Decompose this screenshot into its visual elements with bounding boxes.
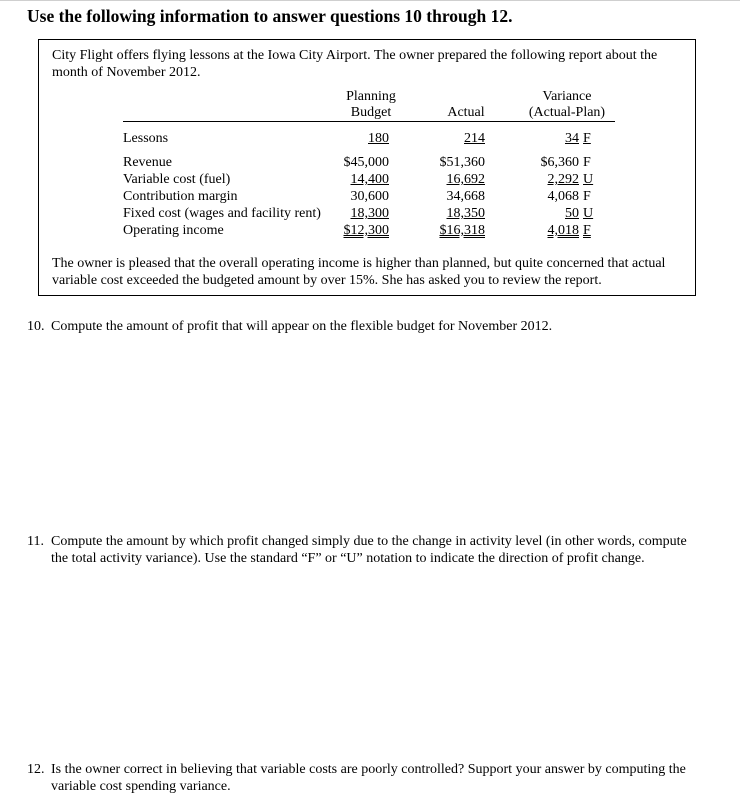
lessons-actual: 214 — [464, 131, 485, 146]
row-variance-revenue: $6,360 — [540, 155, 579, 170]
header-variance-line2: (Actual-Plan) — [528, 105, 606, 120]
lessons-variance: 34 — [565, 131, 579, 146]
row-flag-variable-cost: U — [583, 172, 594, 187]
row-actual-variable-cost: 16,692 — [446, 172, 485, 187]
lessons-budget: 180 — [368, 131, 389, 146]
row-variance-fixed-cost: 50 — [565, 206, 579, 221]
row-variance-contribution-margin: 4,068 — [547, 189, 579, 204]
case-box — [38, 39, 696, 296]
question-12-number: 12. — [27, 762, 45, 777]
page-top-border — [0, 0, 740, 1]
question-11-number: 11. — [27, 534, 44, 549]
row-flag-operating-income: F — [583, 223, 591, 238]
row-budget-revenue: $45,000 — [343, 155, 389, 170]
question-12-text: Is the owner correct in believing that variable costs are poorly controlled? Support your answer by computing the variable cost spending variance. — [51, 762, 686, 794]
header-planning-line1: Planning — [346, 89, 396, 104]
lessons-label: Lessons — [123, 131, 169, 146]
header-planning-line2: Budget — [350, 105, 392, 120]
row-label-revenue: Revenue — [123, 155, 172, 170]
row-budget-contribution-margin: 30,600 — [350, 189, 389, 204]
case-closing: The owner is pleased that the overall operating income is higher than planned, but quite concerned that actual variable cost exceeded the budgeted amount by over 15%. She has asked you to review the report. — [52, 256, 666, 288]
case-intro: City Flight offers flying lessons at the Iowa City Airport. The owner prepared the following report about the month of November 2012. — [52, 48, 658, 80]
row-budget-operating-income: $12,300 — [343, 223, 389, 238]
row-actual-contribution-margin: 34,668 — [446, 189, 485, 204]
row-label-fixed-cost: Fixed cost (wages and facility rent) — [123, 206, 321, 221]
row-label-contribution-margin: Contribution margin — [123, 189, 238, 204]
row-budget-fixed-cost: 18,300 — [350, 206, 389, 221]
row-flag-contribution-margin: F — [583, 189, 591, 204]
row-actual-operating-income: $16,318 — [439, 223, 485, 238]
row-flag-revenue: F — [583, 155, 591, 170]
header-rule — [123, 121, 615, 122]
header-actual: Actual — [447, 105, 485, 120]
question-10-number: 10. — [27, 319, 45, 334]
row-actual-revenue: $51,360 — [439, 155, 485, 170]
row-budget-variable-cost: 14,400 — [350, 172, 389, 187]
header-variance-line1: Variance — [542, 89, 592, 104]
row-actual-fixed-cost: 18,350 — [446, 206, 485, 221]
question-11-text: Compute the amount by which profit changed simply due to the change in activity level (in other words, compute the total activity variance). Use the standard “F” or “U” notation to indicate the direction of profit change. — [51, 534, 687, 566]
page-heading: Use the following information to answer questions 10 through 12. — [27, 6, 513, 26]
row-variance-operating-income: 4,018 — [547, 223, 579, 238]
lessons-flag: F — [583, 131, 591, 146]
row-flag-fixed-cost: U — [583, 206, 594, 221]
row-label-variable-cost: Variable cost (fuel) — [123, 172, 231, 187]
row-variance-variable-cost: 2,292 — [547, 172, 579, 187]
row-label-operating-income: Operating income — [123, 223, 224, 238]
question-10-text: Compute the amount of profit that will appear on the flexible budget for November 2012. — [51, 319, 553, 334]
